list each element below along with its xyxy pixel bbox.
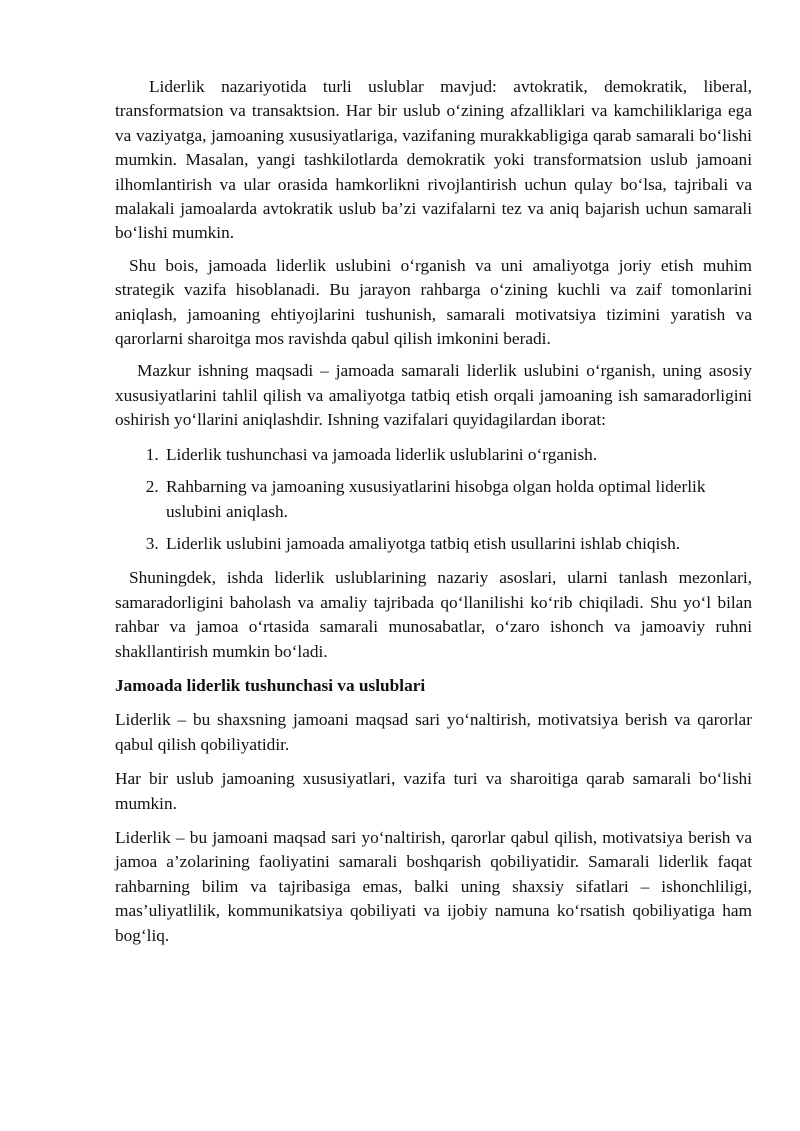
list-item: 3. Liderlik uslubini jamoada amaliyotga tatbiq etish usullarini ishlab chiqish. xyxy=(163,532,752,556)
section-heading: Jamoada liderlik tushunchasi va uslublari xyxy=(115,675,426,695)
paragraph-leadership-styles: Liderlik nazariyotida turli uslublar mavjud: avtokratik, demokratik, liberal, transformatsion va transaktsion. Har bir uslub o‘zining afzalliklari va kamchiliklariga ega va vaziyatga, jamoaning xususiyatlariga, vazifaning murakkabligiga qarab samarali bo‘lishi mumkin. Masalan, yangi tashkilotlarda demokratik yoki transformatsion uslub jamoani ilhomlantirish va ular orasida hamkorlikni rivojlantirish uchun qulay bo‘lsa, tajribali va malakali jamoalarda avtokratik uslub ba’zi vazifalarni tez va aniq bajarish uchun samarali bo‘lishi mumkin. xyxy=(115,77,752,243)
paragraph-leadership-definition: Liderlik – bu shaxsning jamoani maqsad sari yo‘naltirish, motivatsiya berish va qarorlar qabul qilish qobiliyatidir. xyxy=(115,710,752,754)
list-item: 1. Liderlik tushunchasi va jamoada liderlik uslublarini o‘rganish. xyxy=(163,443,752,467)
tasks-list xyxy=(115,443,752,557)
list-item: 2. Rahbarning va jamoaning xususiyatlarini hisobga olgan holda optimal liderlik uslubini aniqlash. xyxy=(163,475,752,524)
paragraph-after-list: Shuningdek, ishda liderlik uslublarining nazariy asoslari, ularni tanlash mezonlari, samaradorligini baholash va amaliy tajribada qo‘llanilishi ko‘rib chiqiladi. Shu yo‘l bilan rahbar va jamoa o‘rtasida samarali munosabatlar, o‘zaro ishonch va jamoaviy ruhni shakllantirish mumkin bo‘ladi. xyxy=(115,568,752,661)
paragraph-work-goal: Mazkur ishning maqsadi – jamoada samarali liderlik uslubini o‘rganish, uning asosiy xususiyatlarini tahlil qilish va amaliyotga tatbiq etish orqali jamoaning ish samaradorligini oshirish yo‘llarini aniqlashdir. Ishning vazifalari quyidagilardan iborat: xyxy=(115,361,752,430)
document-page xyxy=(115,75,752,958)
paragraph-strategic-task: Shu bois, jamoada liderlik uslubini o‘rganish va uni amaliyotga joriy etish muhim strategik vazifa hisoblanadi. Bu jarayon rahbarga o‘zining kuchli va zaif tomonlarini aniqlash, jamoaning ehtiyojlarini tushunish, samarali motivatsiya tizimini yaratish va qarorlarni sharoitga mos ravishda qabul qilish imkonini beradi. xyxy=(115,255,752,349)
paragraph-style-effectiveness: Har bir uslub jamoaning xususiyatlari, vazifa turi va sharoitiga qarab samarali bo‘lishi mumkin. xyxy=(115,769,752,813)
paragraph-leadership-qualities: Liderlik – bu jamoani maqsad sari yo‘naltirish, qarorlar qabul qilish, motivatsiya berish va jamoa a’zolarining faoliyatini samarali boshqarish qobiliyatidir. Samarali liderlik faqat rahbarning bilim va tajribasiga emas, balki uning shaxsiy sifatlari – ishonchliligi, mas’uliyatlilik, kommunikatsiya qobiliyati va ijobiy namuna ko‘rsatish qobiliyatiga ham bog‘liq. xyxy=(115,827,752,945)
